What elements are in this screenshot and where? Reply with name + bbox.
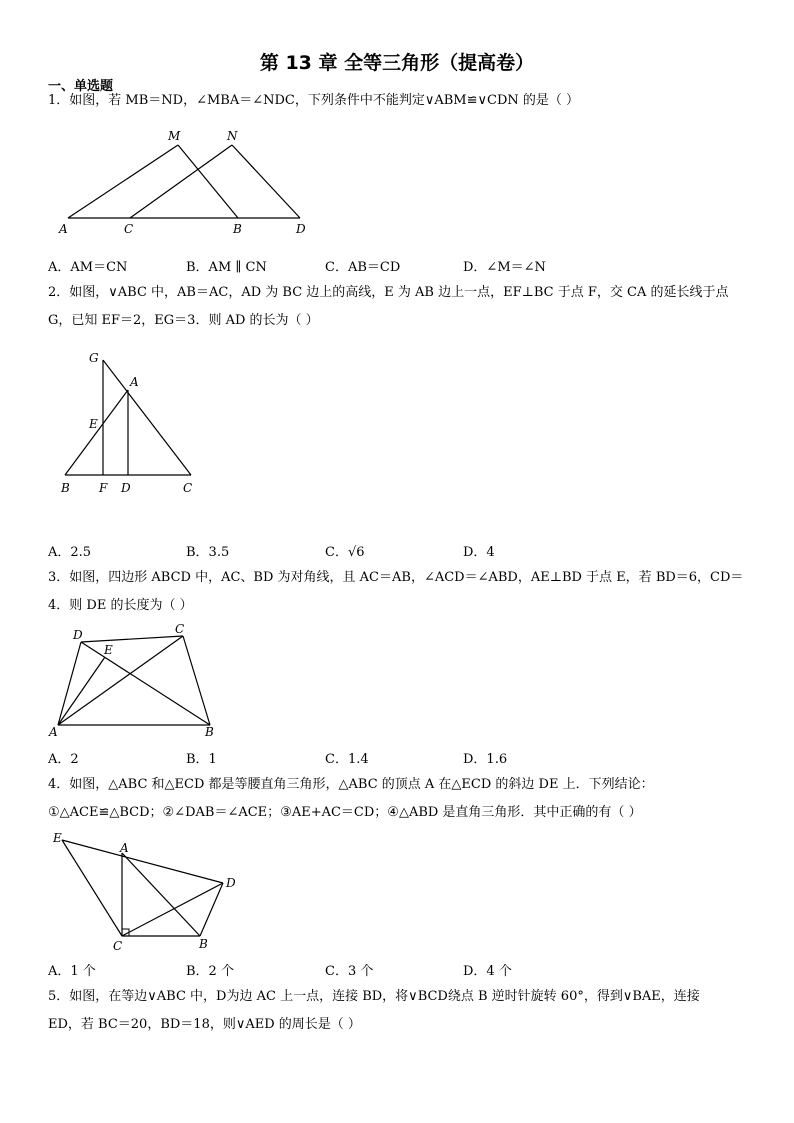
q3-line-AE [58,657,105,725]
q2-option-b[interactable]: B．3.5 [186,545,230,560]
question-1-figure [40,120,330,240]
q1-line-MB [178,145,238,218]
question-5-line-2: ED，若 BC＝20，BD＝18，则∨AED 的周长是（ ） [48,1017,361,1032]
section-heading: 一、单选题 [48,79,114,94]
q2-option-d[interactable]: D．4 [463,545,495,560]
question-1-line-1: 1．如图，若 MB＝ND，∠MBA＝∠NDC，下列条件中不能判定∨ABM≌∨CDN 的是（ ） [48,93,580,108]
q2-label-E: E [89,417,98,431]
question-3-stem [48,564,748,620]
q3-line-DB [81,642,210,725]
q3-label-B: B [205,725,214,739]
q4-line-EC [62,840,122,936]
q1-label-B: B [233,222,242,236]
q4-option-c[interactable]: C．3 个 [325,964,374,979]
q4-label-D: D [226,876,236,890]
question-2-stem [48,279,748,335]
q4-label-B: B [199,937,208,951]
q1-label-C: C [124,222,134,236]
q2-label-A: A [130,375,139,389]
q3-option-d[interactable]: D．1.6 [463,752,508,767]
q4-label-C: C [113,939,123,953]
q2-label-B: B [61,481,70,495]
q4-line-AB [122,853,200,936]
q1-line-ND [232,145,300,218]
q2-label-D: D [121,481,131,495]
q1-label-A: A [59,222,68,236]
question-2-line-2: G，已知 EF＝2，EG＝3．则 AD 的长为（ ） [48,313,319,328]
q2-label-C: C [183,481,193,495]
q3-line-DC [81,636,183,642]
q3-line-CB [183,636,210,725]
q3-line-AD [58,642,81,725]
q1-option-d[interactable]: D．∠M＝∠N [463,260,546,275]
question-4-line-1: 4．如图，△ABC 和△ECD 都是等腰直角三角形，△ABC 的顶点 A 在△ECD 的斜边 DE 上．下列结论： [48,777,654,792]
q1-option-b[interactable]: B．AM ∥ CN [186,260,267,275]
q2-line-GC [103,360,191,475]
q4-label-E: E [53,831,62,845]
question-2-figure [55,345,215,500]
q1-option-a[interactable]: A．AM＝CN [48,260,128,275]
q1-label-M: M [168,129,181,143]
q2-option-a[interactable]: A．2.5 [48,545,92,560]
q2-option-c[interactable]: C．√6 [325,545,365,560]
q3-line-AC [58,636,183,725]
q3-option-c[interactable]: C．1.4 [325,752,369,767]
question-2-line-1: 2．如图，∨ABC 中，AB＝AC，AD 为 BC 边上的高线，E 为 AB 边上一点，EF⊥BC 于点 F，交 CA 的延长线于点 [48,285,729,300]
page-title: 第 13 章 全等三角形（提高卷） [259,52,535,74]
q4-line-ED [62,840,223,883]
q3-label-A: A [49,725,58,739]
question-5-stem [48,983,748,1039]
q4-option-b[interactable]: B．2 个 [186,964,234,979]
question-3-figure [45,622,225,742]
question-1-options [48,256,748,276]
q1-line-CN [130,145,232,218]
question-4-stem [48,771,748,827]
q1-label-N: N [227,129,238,143]
question-1-stem [48,87,748,115]
question-4-options [48,960,748,980]
question-3-line-1: 3．如图，四边形 ABCD 中，AC、BD 为对角线，且 AC＝AB，∠ACD＝∠ABD，AE⊥BD 于点 E，若 BD＝6，CD＝ [48,570,744,585]
question-3-line-2: 4．则 DE 的长度为（ ） [48,598,193,613]
q2-label-G: G [89,351,99,365]
q3-option-a[interactable]: A．2 [48,752,79,767]
q1-option-c[interactable]: C．AB＝CD [325,260,401,275]
question-4-line-2: ①△ACE≌△BCD；②∠DAB＝∠ACE；③AE+AC＝CD；④△ABD 是直角三角形．其中正确的有（ ） [48,805,642,820]
question-2-options [48,541,748,561]
q2-line-BA [65,390,128,475]
q1-line-AM [68,145,178,218]
q3-label-E: E [104,643,113,657]
q1-label-D: D [296,222,306,236]
q3-option-b[interactable]: B．1 [186,752,217,767]
question-3-options [48,748,748,768]
q4-label-A: A [120,841,129,855]
q4-line-BD [200,883,223,936]
q2-label-F: F [99,481,108,495]
q4-option-d[interactable]: D．4 个 [463,964,512,979]
q3-label-C: C [175,622,185,636]
question-4-figure [45,828,255,953]
q4-option-a[interactable]: A．1 个 [48,964,96,979]
question-5-line-1: 5．如图，在等边∨ABC 中，D为边 AC 上一点，连接 BD，将∨BCD绕点 B 逆时针旋转 60°，得到∨BAE，连接 [48,989,700,1004]
q3-label-D: D [73,628,83,642]
q4-line-CD [122,883,223,936]
